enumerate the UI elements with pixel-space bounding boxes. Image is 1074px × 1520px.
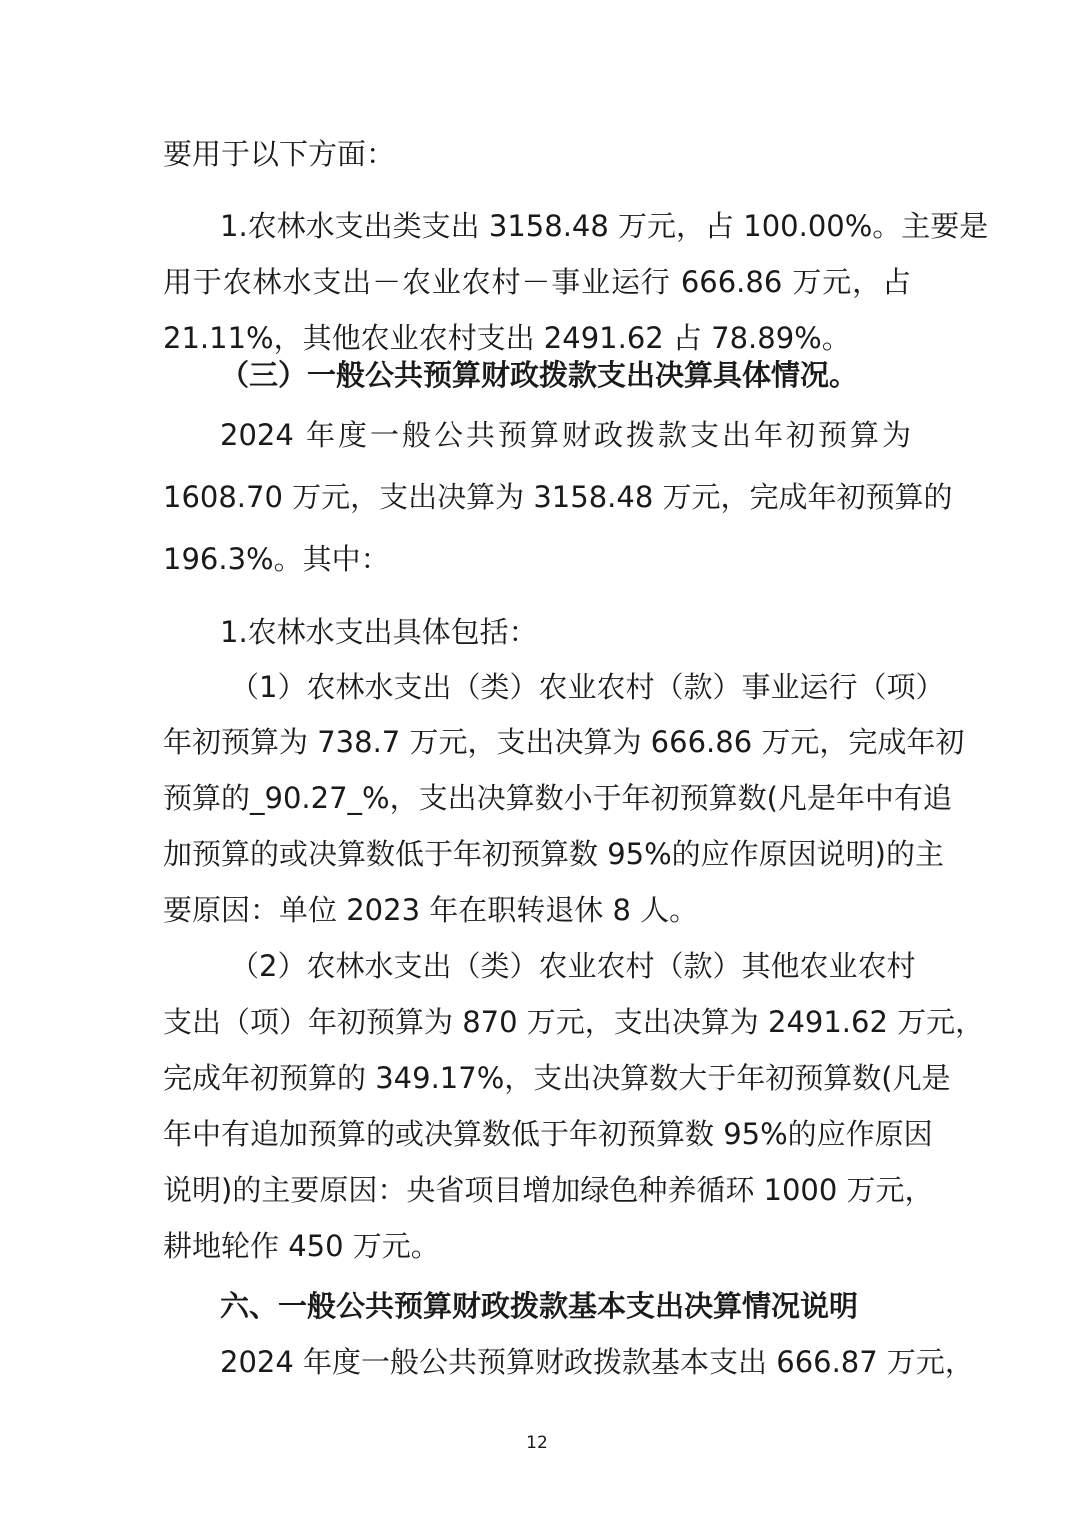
section-heading: 六、一般公共预算财政拨款基本支出决算情况说明 — [220, 1289, 859, 1323]
paragraph-line: 耕地轮作 450 万元。 — [163, 1229, 440, 1263]
paragraph-line: 1608.70 万元，支出决算为 3158.48 万元，完成年初预算的 — [163, 480, 953, 514]
paragraph-line: 支出（项）年初预算为 870 万元，支出决算为 2491.62 万元， — [163, 1005, 985, 1039]
paragraph-line: 2024 年度一般公共预算财政拨款支出年初预算为 — [220, 418, 911, 452]
paragraph-line: 21.11%，其他农业农村支出 2491.62 占 78.89%。 — [163, 321, 851, 355]
paragraph-line: （2）农林水支出（类）农业农村（款）其他农业农村 — [230, 949, 916, 983]
section-heading: （三）一般公共预算财政拨款支出决算具体情况。 — [220, 358, 859, 392]
paragraph-line: 预算的_90.27_%，支出决算数小于年初预算数(凡是年中有追 — [163, 781, 952, 815]
paragraph-line: 1.农林水支出具体包括： — [220, 615, 538, 649]
paragraph-line: 说明)的主要原因：央省项目增加绿色种养循环 1000 万元， — [163, 1173, 934, 1207]
paragraph-line: （1）农林水支出（类）农业农村（款）事业运行（项） — [230, 670, 945, 704]
paragraph-line: 2024 年度一般公共预算财政拨款基本支出 666.87 万元， — [220, 1345, 974, 1379]
paragraph-line: 要原因：单位 2023 年在职转退休 8 人。 — [163, 893, 699, 927]
page-number: 12 — [526, 1433, 548, 1453]
paragraph-line: 完成年初预算的 349.17%，支出决算数大于年初预算数(凡是 — [163, 1061, 951, 1095]
paragraph-line: 要用于以下方面： — [163, 137, 396, 171]
paragraph-line: 加预算的或决算数低于年初预算数 95%的应作原因说明)的主 — [163, 837, 944, 871]
paragraph-line: 年中有追加预算的或决算数低于年初预算数 95%的应作原因 — [163, 1117, 933, 1151]
paragraph-line: 用于农林水支出－农业农村－事业运行 666.86 万元，占 — [163, 265, 911, 299]
paragraph-line: 年初预算为 738.7 万元，支出决算为 666.86 万元，完成年初 — [163, 725, 965, 759]
paragraph-line: 196.3%。其中： — [163, 542, 390, 576]
paragraph-line: 1.农林水支出类支出 3158.48 万元，占 100.00%。主要是 — [220, 209, 989, 243]
